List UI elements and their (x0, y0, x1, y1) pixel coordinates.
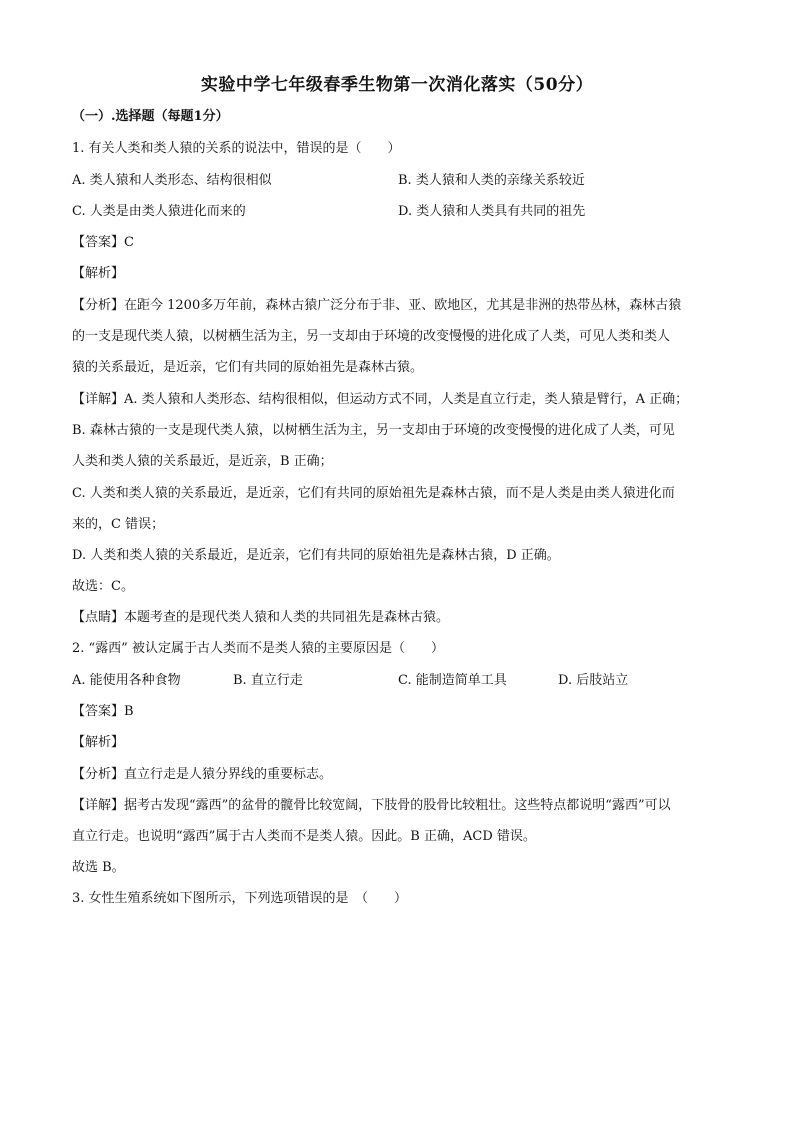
question-2-fenxi: 【分析】直立行走是人猿分界线的重要标志。 (72, 767, 333, 782)
question-1-detail-line-6: D. 人类和类人猿的关系最近，是近亲，它们有共同的原始祖先是森林古猿，D 正确。 (72, 548, 560, 563)
question-1-stem: 1. 有关人类和类人猿的关系的说法中，错误的是（ ） (72, 141, 401, 156)
question-2-detail-line-2: 直立行走。也说明“露西”属于古人类而不是类人猿。因此。B 正确，ACD 错误。 (72, 829, 536, 844)
question-1-detail-line-5: 来的，C 错误； (72, 517, 165, 532)
section-heading: （一）.选择题（每题1分） (72, 109, 229, 124)
question-1-fenxi-line-3: 猿的关系最近，是近亲，它们有共同的原始祖先是森林古猿。 (72, 360, 424, 375)
question-3-stem: 3. 女性生殖系统如下图所示，下列选项错误的是 （ ） (72, 891, 408, 906)
question-1-option-d: D. 类人猿和人类具有共同的祖先 (398, 204, 586, 219)
question-1-detail-line-1: 【详解】A. 类人猿和人类形态、结构很相似，但运动方式不同，人类是直立行走，类人猿是臂行，A 正确； (72, 392, 689, 407)
question-2-option-b: B. 直立行走 (233, 673, 303, 688)
question-1-conclusion: 故选：C。 (72, 579, 134, 594)
question-2-conclusion: 故选 B。 (72, 860, 125, 875)
page-title: 实验中学七年级春季生物第一次消化落实（50分） (200, 75, 594, 95)
question-1-dianjing: 【点睛】本题考查的是现代类人猿和人类的共同祖先是森林古猿。 (72, 610, 450, 625)
question-1-detail-line-4: C. 人类和类人猿的关系最近，是近亲，它们有共同的原始祖先是森林古猿，而不是人类是由类人猿进化而 (72, 486, 675, 501)
question-1-detail-line-3: 人类和类人猿的关系最近，是近亲，B 正确； (72, 454, 333, 469)
question-1-option-b: B. 类人猿和人类的亲缘关系较近 (398, 173, 585, 188)
question-1-analysis-label: 【解析】 (72, 266, 125, 281)
question-1-answer: 【答案】C (72, 235, 134, 250)
question-1-fenxi-line-1: 【分析】在距今 1200多万年前，森林古猿广泛分布于非、亚、欧地区，尤其是非洲的热带丛林，森林古猿 (72, 298, 682, 313)
question-2-option-d: D. 后肢站立 (558, 673, 629, 688)
question-2-option-c: C. 能制造简单工具 (398, 673, 507, 688)
question-2-option-a: A. 能使用各种食物 (72, 673, 181, 688)
question-1-fenxi-line-2: 的一支是现代类人猿，以树栖生活为主，另一支却由于环境的改变慢慢的进化成了人类，可见人类和类人 (72, 329, 671, 344)
question-2-detail-line-1: 【详解】据考古发现“露西”的盆骨的髋骨比较宽阔，下肢骨的股骨比较粗壮。这些特点都说明“露西”可以 (72, 798, 671, 813)
question-2-stem: 2. “露西” 被认定属于古人类而不是类人猿的主要原因是（ ） (72, 641, 444, 656)
question-1-option-a: A. 类人猿和人类形态、结构很相似 (72, 173, 272, 188)
question-1-option-c: C. 人类是由类人猿进化而来的 (72, 204, 246, 219)
question-2-analysis-label: 【解析】 (72, 735, 125, 750)
question-2-answer: 【答案】B (72, 704, 134, 719)
question-1-detail-line-2: B. 森林古猿的一支是现代类人猿，以树栖生活为主，另一支却由于环境的改变慢慢的进化成了人类，可见 (72, 423, 675, 438)
